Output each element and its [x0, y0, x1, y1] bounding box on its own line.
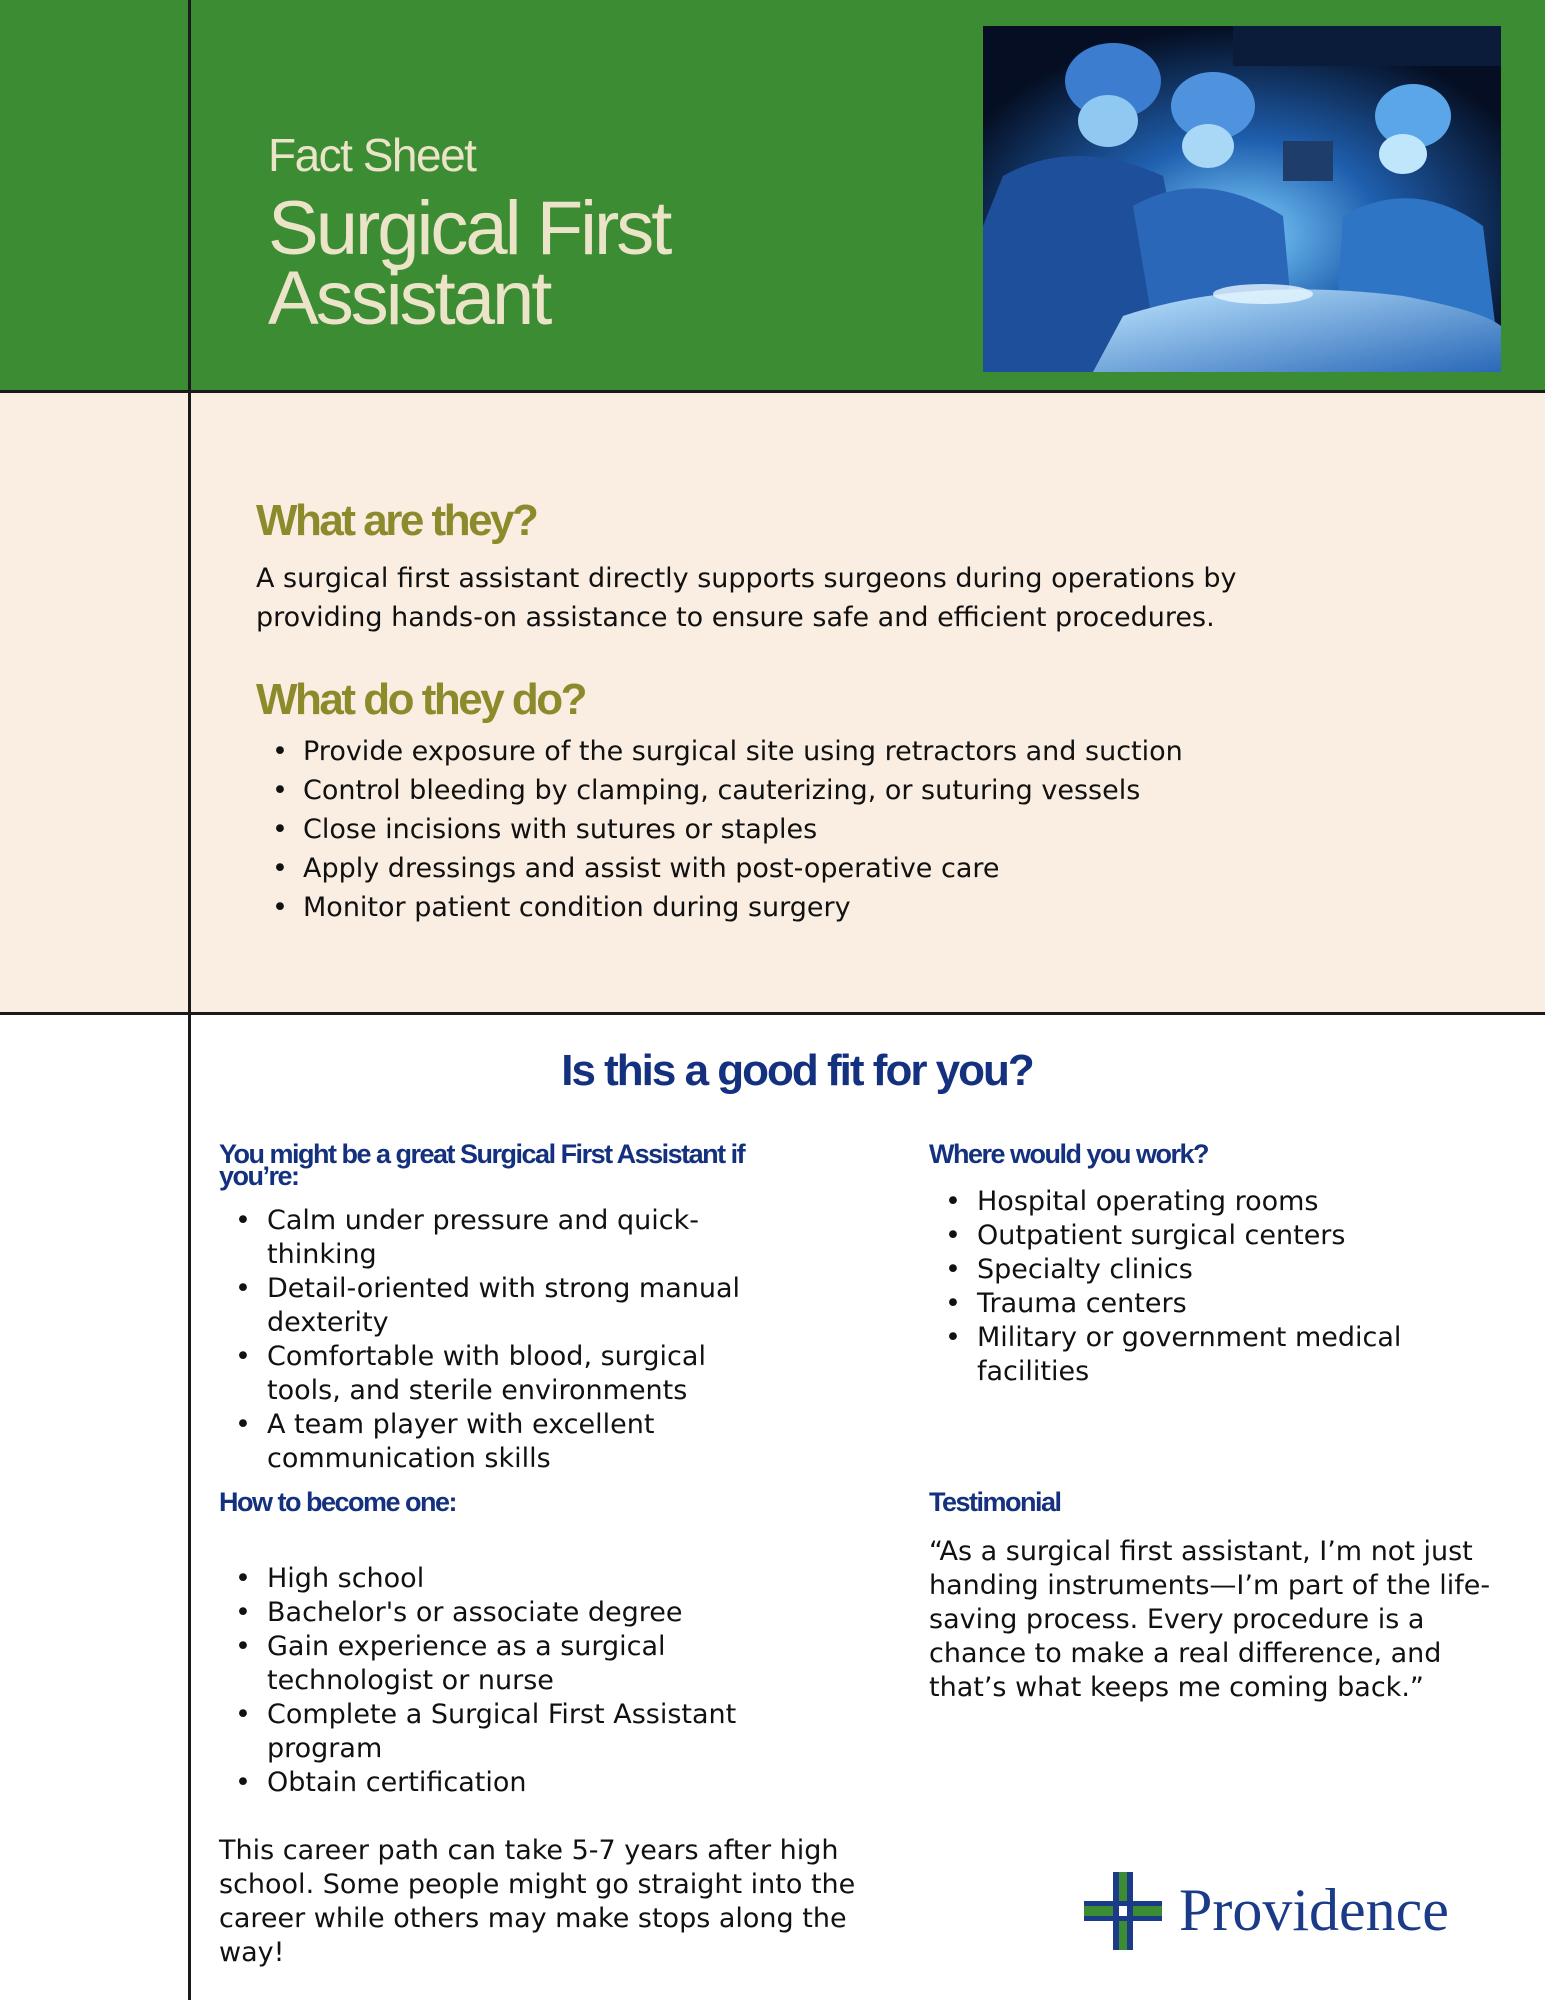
page-title: Surgical First Assistant — [268, 186, 670, 341]
list-item: • Hospital operating rooms — [929, 1185, 1429, 1219]
list-item: • Specialty clinics — [929, 1253, 1429, 1287]
do-heading: What do they do? — [256, 675, 586, 724]
list-item: • Apply dressings and assist with post-operative care — [256, 849, 1356, 888]
list-item: • Outpatient surgical centers — [929, 1219, 1429, 1253]
list-item: • Provide exposure of the surgical site using retractors and suction — [256, 732, 1356, 771]
traits-list — [219, 1204, 779, 1476]
fit-heading: Is this a good fit for you? — [561, 1046, 1033, 1095]
list-item: • A team player with excellent communication skills — [219, 1408, 779, 1476]
list-item: • Detail-oriented with strong manual dexterity — [219, 1272, 779, 1340]
divider-line — [0, 390, 1545, 393]
divider-line — [0, 1012, 1545, 1015]
list-item: • Complete a Surgical First Assistant program — [219, 1698, 779, 1766]
traits-heading: You might be a great Surgical First Assistant if you’re: — [219, 1139, 745, 1191]
work-list — [929, 1185, 1429, 1389]
testimonial-quote: “As a surgical first assistant, I’m not just handing instruments—I’m part of the life-saving process. Every procedure is a chance to make a real difference, and that’s what keeps me coming back.” — [929, 1536, 1491, 1703]
become-heading: How to become one: — [219, 1487, 457, 1517]
steps-list — [219, 1562, 779, 1800]
providence-wordmark: Providence — [1179, 1877, 1449, 1943]
vertical-divider — [188, 0, 191, 2000]
list-item: • High school — [219, 1562, 779, 1596]
list-item: • Obtain certification — [219, 1766, 779, 1800]
providence-cross-icon — [1084, 1872, 1162, 1950]
providence-logo — [1084, 1870, 1504, 1950]
list-item: • Military or government medical facilities — [929, 1321, 1429, 1389]
surgical-team-photo — [983, 26, 1501, 372]
list-item: • Control bleeding by clamping, cauterizing, or suturing vessels — [256, 771, 1356, 810]
testimonial-heading: Testimonial — [929, 1487, 1061, 1517]
list-item: • Monitor patient condition during surgery — [256, 888, 1356, 927]
fact-sheet-label: Fact Sheet — [268, 129, 476, 181]
duties-list — [256, 732, 1356, 927]
work-heading: Where would you work? — [929, 1139, 1209, 1169]
what-description: A surgical first assistant directly supports surgeons during operations by providing hands-on assistance to ensure safe and efficient procedures. — [256, 563, 1237, 633]
list-item: • Trauma centers — [929, 1287, 1429, 1321]
what-heading: What are they? — [256, 496, 537, 545]
list-item: • Calm under pressure and quick-thinking — [219, 1204, 779, 1272]
list-item: • Gain experience as a surgical technologist or nurse — [219, 1630, 779, 1698]
list-item: • Comfortable with blood, surgical tools, and sterile environments — [219, 1340, 779, 1408]
list-item: • Close incisions with sutures or staples — [256, 810, 1356, 849]
header-banner — [0, 0, 1545, 392]
career-path-note: This career path can take 5-7 years after high school. Some people might go straight into the career while others may make stops along the way! — [219, 1835, 856, 1968]
list-item: • Bachelor's or associate degree — [219, 1596, 779, 1630]
